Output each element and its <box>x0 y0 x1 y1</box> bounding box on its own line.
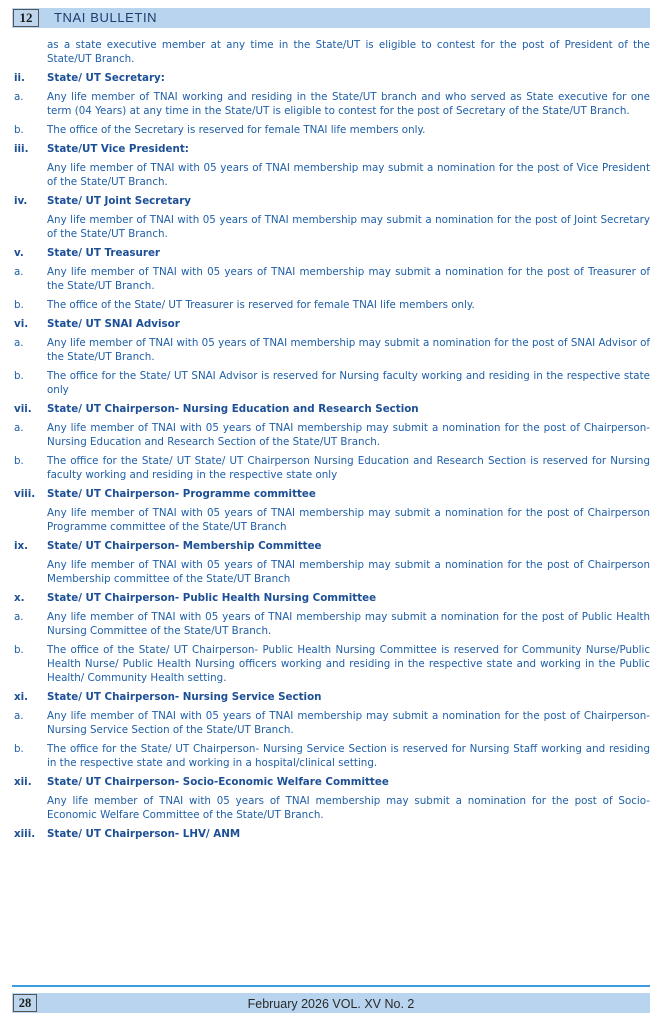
section-heading <box>14 539 650 553</box>
item-label <box>14 558 47 586</box>
paragraph-text: The office of the Secretary is reserved for female TNAI life members only. <box>47 124 426 136</box>
section-number: v. <box>14 247 24 259</box>
paragraph <box>14 123 650 137</box>
paragraph <box>14 742 650 770</box>
section-title: State/ UT Chairperson- Public Health Nursing Committee <box>47 592 377 604</box>
item-label: b. <box>14 299 24 311</box>
item-label: a. <box>14 611 24 623</box>
section-heading <box>14 591 650 605</box>
paragraph <box>14 506 650 534</box>
section-heading <box>14 827 650 841</box>
paragraph <box>14 454 650 482</box>
paragraph-text: The office of the State/ UT Treasurer is reserved for female TNAI life members only. <box>47 299 475 311</box>
footer-page-number: 28 <box>13 994 37 1012</box>
paragraph <box>14 213 650 241</box>
paragraph-text: The office for the State/ UT State/ UT Chairperson Nursing Education and Research Section is reserved for Nursing faculty working and residing in the respective state only <box>47 455 650 481</box>
paragraph-text: Any life member of TNAI with 05 years of TNAI membership may submit a nomination for the post of Chairperson- Nursing Service Section of the State/UT Branch. <box>47 710 650 736</box>
footer-rule <box>12 985 650 987</box>
paragraph-text: Any life member of TNAI with 05 years of TNAI membership may submit a nomination for the post of Socio-Economic Welfare Committee of the State/UT Branch. <box>47 795 650 821</box>
section-heading <box>14 690 650 704</box>
paragraph <box>14 709 650 737</box>
item-label <box>14 794 47 822</box>
section-title: State/UT Vice President: <box>47 143 189 155</box>
section-number: ix. <box>14 540 29 552</box>
item-label: b. <box>14 455 24 467</box>
section-number: ii. <box>14 72 25 84</box>
section-title: State/ UT SNAI Advisor <box>47 318 180 330</box>
section-heading <box>14 402 650 416</box>
section-number: iv. <box>14 195 28 207</box>
issue-info: February 2026 VOL. XV No. 2 <box>247 997 415 1011</box>
paragraph <box>14 336 650 364</box>
paragraph <box>14 265 650 293</box>
header-page-number: 12 <box>13 9 39 27</box>
paragraph <box>14 161 650 189</box>
item-label: a. <box>14 422 24 434</box>
section-heading <box>14 246 650 260</box>
section-heading <box>14 487 650 501</box>
paragraph <box>14 421 650 449</box>
section-number: iii. <box>14 143 29 155</box>
section-title: State/ UT Chairperson- LHV/ ANM <box>47 828 241 840</box>
item-label: a. <box>14 337 24 349</box>
paragraph <box>14 558 650 586</box>
section-number: viii. <box>14 488 36 500</box>
paragraph-text: as a state executive member at any time in the State/UT is eligible to contest for the post of President of the State/UT Branch. <box>47 39 650 65</box>
paragraph <box>14 643 650 685</box>
paragraph-text: Any life member of TNAI with 05 years of TNAI membership may submit a nomination for the post of Vice President of the State/UT Branch. <box>47 162 650 188</box>
section-heading <box>14 142 650 156</box>
section-number: xiii. <box>14 828 36 840</box>
section-title: State/ UT Secretary: <box>47 72 165 84</box>
paragraph <box>14 38 650 66</box>
paragraph-text: Any life member of TNAI with 05 years of TNAI membership may submit a nomination for the post of Chairperson- Nursing Education and Research Section of the State/UT Branch. <box>47 422 650 448</box>
paragraph <box>14 369 650 397</box>
item-label: a. <box>14 710 24 722</box>
item-label <box>14 213 47 241</box>
section-heading <box>14 194 650 208</box>
item-label <box>14 506 47 534</box>
item-label: a. <box>14 91 24 103</box>
paragraph-text: Any life member of TNAI working and residing in the State/UT branch and who served as State executive for one term (04 Years) at any time in the State/UT is eligible to contest for the post of Secretary of the State/UT Branch. <box>47 91 650 117</box>
paragraph-text: Any life member of TNAI with 05 years of TNAI membership may submit a nomination for the post of SNAI Advisor of the State/UT Branch. <box>47 337 650 363</box>
section-heading <box>14 317 650 331</box>
item-label: a. <box>14 266 24 278</box>
paragraph-text: The office of the State/ UT Chairperson- Public Health Nursing Committee is reserved for Community Nurse/Public Health Nurse/ Public Health Nursing officers working and residing in the respective state and working in the Public Health/ Community Health setting. <box>47 644 650 684</box>
paragraph-text: Any life member of TNAI with 05 years of TNAI membership may submit a nomination for the post of Joint Secretary of the State/UT Branch. <box>47 214 650 240</box>
paragraph-text: The office for the State/ UT SNAI Advisor is reserved for Nursing faculty working and residing in the respective state only <box>47 370 650 396</box>
paragraph <box>14 90 650 118</box>
section-title: State/ UT Treasurer <box>47 247 161 259</box>
item-label <box>14 38 47 66</box>
section-heading <box>14 775 650 789</box>
item-label: b. <box>14 370 24 382</box>
item-label: b. <box>14 644 24 656</box>
section-title: State/ UT Joint Secretary <box>47 195 192 207</box>
paragraph-text: Any life member of TNAI with 05 years of TNAI membership may submit a nomination for the post of Treasurer of the State/UT Branch. <box>47 266 650 292</box>
section-title: State/ UT Chairperson- Nursing Service Section <box>47 691 322 703</box>
paragraph <box>14 298 650 312</box>
section-number: xii. <box>14 776 32 788</box>
item-label: b. <box>14 743 24 755</box>
section-heading <box>14 71 650 85</box>
section-title: State/ UT Chairperson- Socio-Economic Welfare Committee <box>47 776 389 788</box>
paragraph-text: Any life member of TNAI with 05 years of TNAI membership may submit a nomination for the post of Chairperson Programme committee of the State/UT Branch <box>47 507 650 533</box>
paragraph-text: Any life member of TNAI with 05 years of TNAI membership may submit a nomination for the post of Public Health Nursing Committee of the State/UT Branch. <box>47 611 650 637</box>
section-number: vii. <box>14 403 32 415</box>
section-title: State/ UT Chairperson- Membership Committee <box>47 540 322 552</box>
section-number: x. <box>14 592 25 604</box>
paragraph-text: Any life member of TNAI with 05 years of TNAI membership may submit a nomination for the post of Chairperson Membership committee of the State/UT Branch <box>47 559 650 585</box>
section-title: State/ UT Chairperson- Nursing Education and Research Section <box>47 403 419 415</box>
document-body <box>14 38 650 846</box>
paragraph-text: The office for the State/ UT Chairperson- Nursing Service Section is reserved for Nursing Staff working and residing in the respective state and working in a hospital/clinical setting. <box>47 743 650 769</box>
item-label: b. <box>14 124 24 136</box>
publication-title: TNAI BULLETIN <box>54 10 158 25</box>
paragraph <box>14 610 650 638</box>
paragraph <box>14 794 650 822</box>
item-label <box>14 161 47 189</box>
section-title: State/ UT Chairperson- Programme committee <box>47 488 316 500</box>
section-number: vi. <box>14 318 29 330</box>
section-number: xi. <box>14 691 29 703</box>
